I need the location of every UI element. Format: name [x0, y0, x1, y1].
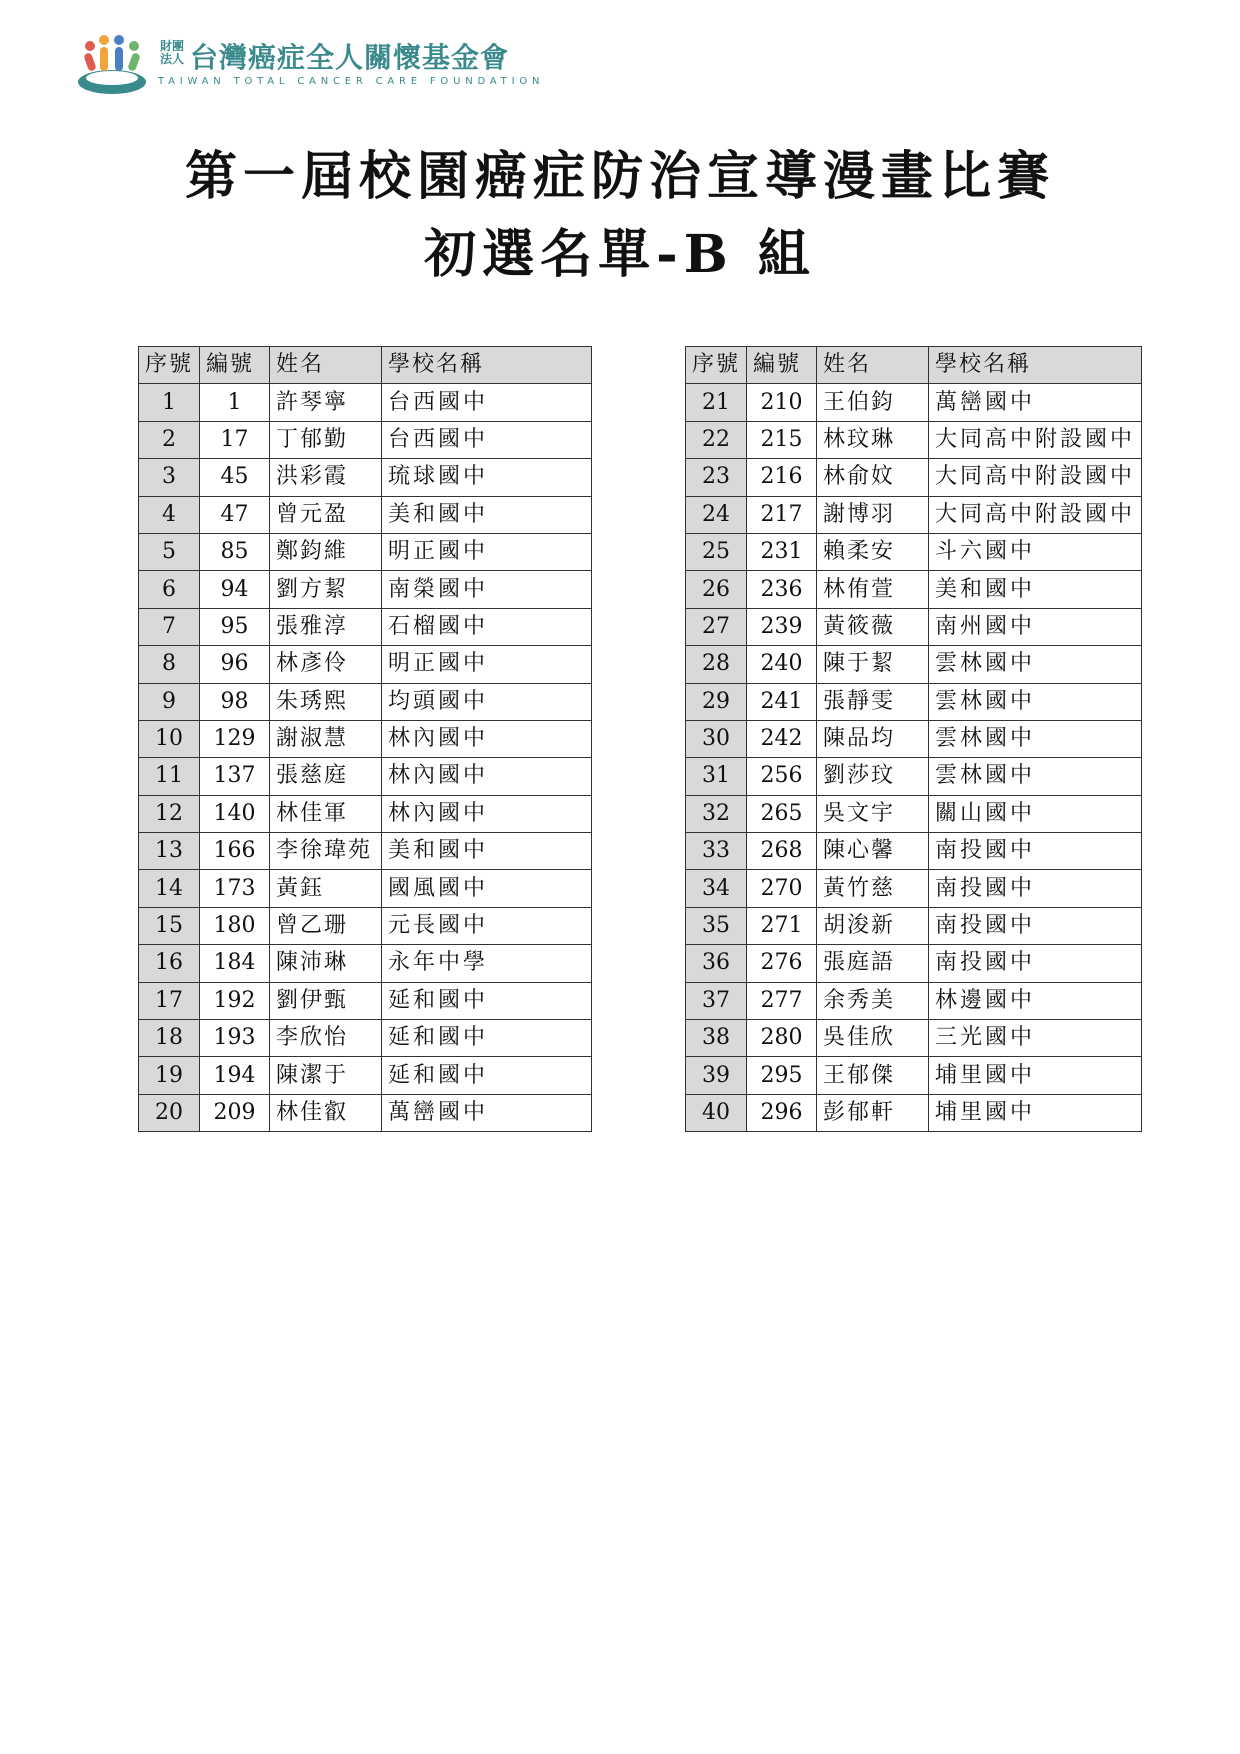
school-cell: 萬巒國中 [382, 1094, 592, 1131]
num-cell: 239 [747, 608, 817, 645]
name-cell: 許琴寧 [270, 384, 382, 421]
seq-cell: 36 [686, 945, 747, 982]
seq-cell: 26 [686, 571, 747, 608]
num-cell: 268 [747, 833, 817, 870]
num-cell: 216 [747, 459, 817, 496]
table-row [139, 384, 592, 421]
table-row [139, 1020, 592, 1057]
seq-cell: 11 [139, 758, 200, 795]
num-cell: 217 [747, 496, 817, 533]
seq-cell: 15 [139, 907, 200, 944]
name-cell: 劉方絜 [270, 571, 382, 608]
table-row [686, 1094, 1142, 1131]
name-cell: 余秀美 [817, 982, 929, 1019]
seq-cell: 2 [139, 421, 200, 458]
school-cell: 林內國中 [382, 720, 592, 757]
school-cell: 南州國中 [929, 608, 1142, 645]
table-header-row [686, 347, 1142, 384]
seq-cell: 3 [139, 459, 200, 496]
name-cell: 彭郁軒 [817, 1094, 929, 1131]
num-cell: 265 [747, 795, 817, 832]
name-cell: 劉莎玟 [817, 758, 929, 795]
header-num: 編號 [200, 347, 270, 384]
school-cell: 林邊國中 [929, 982, 1142, 1019]
name-cell: 陳沛琳 [270, 945, 382, 982]
school-cell: 三光國中 [929, 1020, 1142, 1057]
school-cell: 雲林國中 [929, 758, 1142, 795]
school-cell: 南投國中 [929, 833, 1142, 870]
num-cell: 240 [747, 646, 817, 683]
name-cell: 黃筱薇 [817, 608, 929, 645]
seq-cell: 5 [139, 533, 200, 570]
name-cell: 謝淑慧 [270, 720, 382, 757]
school-cell: 國風國中 [382, 870, 592, 907]
name-cell: 林佳叡 [270, 1094, 382, 1131]
num-cell: 242 [747, 720, 817, 757]
header-seq: 序號 [139, 347, 200, 384]
school-cell: 大同高中附設國中 [929, 421, 1142, 458]
num-cell: 209 [200, 1094, 270, 1131]
table-row [686, 459, 1142, 496]
seq-cell: 20 [139, 1094, 200, 1131]
seq-cell: 25 [686, 533, 747, 570]
table-row [139, 496, 592, 533]
table-row [686, 833, 1142, 870]
name-cell: 吳文宇 [817, 795, 929, 832]
school-cell: 美和國中 [382, 496, 592, 533]
name-cell: 胡浚新 [817, 907, 929, 944]
table-row [139, 982, 592, 1019]
table-row [139, 945, 592, 982]
school-cell: 南投國中 [929, 870, 1142, 907]
seq-cell: 30 [686, 720, 747, 757]
header-seq: 序號 [686, 347, 747, 384]
name-cell: 鄭鈞維 [270, 533, 382, 570]
num-cell: 270 [747, 870, 817, 907]
table-row [686, 907, 1142, 944]
school-cell: 延和國中 [382, 982, 592, 1019]
name-cell: 朱琇熙 [270, 683, 382, 720]
seq-cell: 12 [139, 795, 200, 832]
seq-cell: 29 [686, 683, 747, 720]
num-cell: 98 [200, 683, 270, 720]
foundation-logo [76, 30, 545, 100]
table-body-right [686, 384, 1142, 1132]
num-cell: 184 [200, 945, 270, 982]
table-row [139, 571, 592, 608]
name-cell: 吳佳欣 [817, 1020, 929, 1057]
num-cell: 1 [200, 384, 270, 421]
table-row [139, 870, 592, 907]
school-cell: 台西國中 [382, 384, 592, 421]
school-cell: 雲林國中 [929, 646, 1142, 683]
table-row [686, 795, 1142, 832]
school-cell: 萬巒國中 [929, 384, 1142, 421]
num-cell: 231 [747, 533, 817, 570]
table-row [686, 758, 1142, 795]
seq-cell: 35 [686, 907, 747, 944]
table-row [686, 945, 1142, 982]
seq-cell: 9 [139, 683, 200, 720]
logo-small-text: 財團法人 [160, 39, 185, 66]
school-cell: 元長國中 [382, 907, 592, 944]
name-cell: 林侑萱 [817, 571, 929, 608]
name-cell: 黃竹慈 [817, 870, 929, 907]
school-cell: 石榴國中 [382, 608, 592, 645]
name-cell: 林俞妏 [817, 459, 929, 496]
table-row [686, 571, 1142, 608]
num-cell: 215 [747, 421, 817, 458]
logo-english-name: TAIWAN TOTAL CANCER CARE FOUNDATION [158, 76, 545, 87]
num-cell: 280 [747, 1020, 817, 1057]
list-table-left [138, 346, 592, 1132]
num-cell: 137 [200, 758, 270, 795]
num-cell: 85 [200, 533, 270, 570]
num-cell: 271 [747, 907, 817, 944]
seq-cell: 34 [686, 870, 747, 907]
seq-cell: 38 [686, 1020, 747, 1057]
num-cell: 256 [747, 758, 817, 795]
header-school: 學校名稱 [929, 347, 1142, 384]
seq-cell: 22 [686, 421, 747, 458]
school-cell: 美和國中 [929, 571, 1142, 608]
name-cell: 陳品均 [817, 720, 929, 757]
num-cell: 17 [200, 421, 270, 458]
name-cell: 陳心馨 [817, 833, 929, 870]
table-row [686, 384, 1142, 421]
num-cell: 277 [747, 982, 817, 1019]
table-row [686, 870, 1142, 907]
seq-cell: 16 [139, 945, 200, 982]
table-row [139, 533, 592, 570]
name-cell: 張庭語 [817, 945, 929, 982]
seq-cell: 31 [686, 758, 747, 795]
table-row [686, 533, 1142, 570]
header-num: 編號 [747, 347, 817, 384]
table-row [139, 459, 592, 496]
num-cell: 296 [747, 1094, 817, 1131]
name-cell: 丁郁勤 [270, 421, 382, 458]
school-cell: 明正國中 [382, 533, 592, 570]
num-cell: 95 [200, 608, 270, 645]
school-cell: 南榮國中 [382, 571, 592, 608]
num-cell: 96 [200, 646, 270, 683]
num-cell: 241 [747, 683, 817, 720]
school-cell: 斗六國中 [929, 533, 1142, 570]
table-row [139, 683, 592, 720]
seq-cell: 8 [139, 646, 200, 683]
table-row [139, 1094, 592, 1131]
name-cell: 曾元盈 [270, 496, 382, 533]
table-body-left [139, 384, 592, 1132]
list-table-right [685, 346, 1142, 1132]
header-name: 姓名 [270, 347, 382, 384]
num-cell: 45 [200, 459, 270, 496]
seq-cell: 17 [139, 982, 200, 1019]
school-cell: 林內國中 [382, 758, 592, 795]
name-cell: 張靜雯 [817, 683, 929, 720]
seq-cell: 40 [686, 1094, 747, 1131]
name-cell: 林玟琳 [817, 421, 929, 458]
table-row [686, 1020, 1142, 1057]
school-cell: 美和國中 [382, 833, 592, 870]
seq-cell: 18 [139, 1020, 200, 1057]
school-cell: 雲林國中 [929, 720, 1142, 757]
header-school: 學校名稱 [382, 347, 592, 384]
school-cell: 南投國中 [929, 945, 1142, 982]
num-cell: 47 [200, 496, 270, 533]
seq-cell: 33 [686, 833, 747, 870]
name-cell: 賴柔安 [817, 533, 929, 570]
name-cell: 李徐瑋苑 [270, 833, 382, 870]
table-row [686, 982, 1142, 1019]
name-cell: 王伯鈞 [817, 384, 929, 421]
table-row [139, 646, 592, 683]
name-cell: 洪彩霞 [270, 459, 382, 496]
table-row [686, 720, 1142, 757]
name-cell: 陳潔于 [270, 1057, 382, 1094]
seq-cell: 21 [686, 384, 747, 421]
num-cell: 180 [200, 907, 270, 944]
school-cell: 均頭國中 [382, 683, 592, 720]
num-cell: 193 [200, 1020, 270, 1057]
num-cell: 166 [200, 833, 270, 870]
num-cell: 295 [747, 1057, 817, 1094]
name-cell: 張慈庭 [270, 758, 382, 795]
school-cell: 延和國中 [382, 1057, 592, 1094]
school-cell: 琉球國中 [382, 459, 592, 496]
seq-cell: 1 [139, 384, 200, 421]
num-cell: 236 [747, 571, 817, 608]
name-cell: 林佳軍 [270, 795, 382, 832]
table-row [686, 646, 1142, 683]
table-row [139, 608, 592, 645]
page-subtitle: 初選名單-B 組 [424, 224, 816, 285]
table-row [139, 1057, 592, 1094]
table-header-row [139, 347, 592, 384]
seq-cell: 23 [686, 459, 747, 496]
name-cell: 林彥伶 [270, 646, 382, 683]
seq-cell: 37 [686, 982, 747, 1019]
num-cell: 173 [200, 870, 270, 907]
school-cell: 大同高中附設國中 [929, 459, 1142, 496]
num-cell: 94 [200, 571, 270, 608]
num-cell: 276 [747, 945, 817, 982]
school-cell: 永年中學 [382, 945, 592, 982]
table-row [139, 907, 592, 944]
num-cell: 129 [200, 720, 270, 757]
school-cell: 埔里國中 [929, 1057, 1142, 1094]
seq-cell: 28 [686, 646, 747, 683]
school-cell: 雲林國中 [929, 683, 1142, 720]
name-cell: 王郁傑 [817, 1057, 929, 1094]
seq-cell: 7 [139, 608, 200, 645]
logo-foundation-name: 台灣癌症全人關懷基金會 [190, 41, 510, 74]
school-cell: 關山國中 [929, 795, 1142, 832]
num-cell: 140 [200, 795, 270, 832]
seq-cell: 27 [686, 608, 747, 645]
table-row [139, 720, 592, 757]
table-row [686, 496, 1142, 533]
school-cell: 台西國中 [382, 421, 592, 458]
header-name: 姓名 [817, 347, 929, 384]
seq-cell: 10 [139, 720, 200, 757]
seq-cell: 13 [139, 833, 200, 870]
seq-cell: 32 [686, 795, 747, 832]
seq-cell: 6 [139, 571, 200, 608]
page-title: 第一屆校園癌症防治宣導漫畫比賽 [184, 146, 1055, 207]
table-row [139, 421, 592, 458]
name-cell: 曾乙珊 [270, 907, 382, 944]
num-cell: 194 [200, 1057, 270, 1094]
num-cell: 210 [747, 384, 817, 421]
school-cell: 埔里國中 [929, 1094, 1142, 1131]
num-cell: 192 [200, 982, 270, 1019]
table-row [686, 608, 1142, 645]
table-row [686, 1057, 1142, 1094]
table-row [139, 833, 592, 870]
name-cell: 謝博羽 [817, 496, 929, 533]
name-cell: 劉伊甄 [270, 982, 382, 1019]
name-cell: 陳于絜 [817, 646, 929, 683]
name-cell: 黃鈺 [270, 870, 382, 907]
school-cell: 林內國中 [382, 795, 592, 832]
school-cell: 南投國中 [929, 907, 1142, 944]
seq-cell: 19 [139, 1057, 200, 1094]
seq-cell: 14 [139, 870, 200, 907]
name-cell: 張雅淳 [270, 608, 382, 645]
table-row [139, 795, 592, 832]
seq-cell: 4 [139, 496, 200, 533]
foundation-logo-icon [76, 30, 148, 96]
seq-cell: 24 [686, 496, 747, 533]
school-cell: 延和國中 [382, 1020, 592, 1057]
school-cell: 大同高中附設國中 [929, 496, 1142, 533]
table-row [686, 683, 1142, 720]
seq-cell: 39 [686, 1057, 747, 1094]
school-cell: 明正國中 [382, 646, 592, 683]
name-cell: 李欣怡 [270, 1020, 382, 1057]
table-row [686, 421, 1142, 458]
table-row [139, 758, 592, 795]
